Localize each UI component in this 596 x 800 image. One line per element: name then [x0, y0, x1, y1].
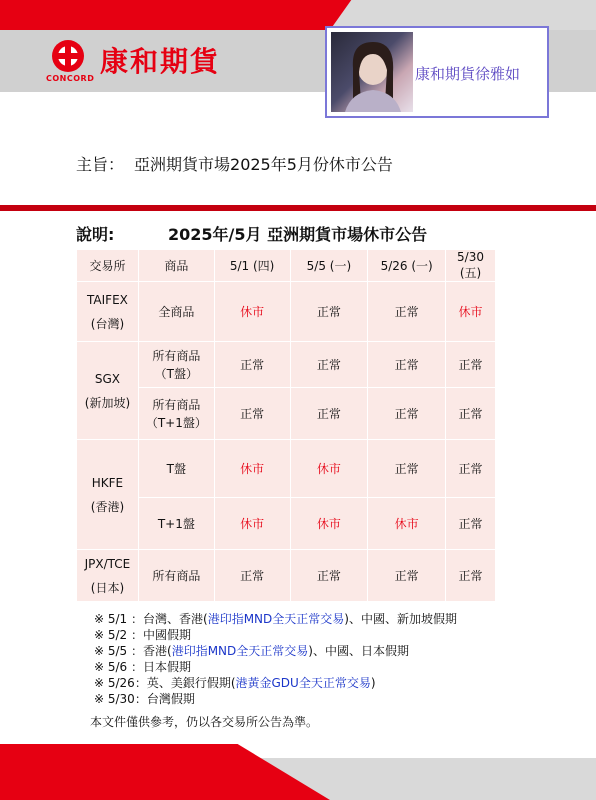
status-cell: 正常: [290, 342, 368, 388]
status-cell: 休市: [214, 282, 290, 342]
status-cell: 正常: [290, 388, 368, 440]
status-cell: 正常: [368, 282, 446, 342]
profile-card: [325, 26, 549, 118]
disclaimer: 本文件僅供參考，仍以各交易所公告為準。: [90, 715, 319, 729]
status-cell: 正常: [446, 342, 496, 388]
status-cell: 休市: [214, 498, 290, 550]
status-cell: 正常: [368, 550, 446, 602]
status-cell: 正常: [446, 550, 496, 602]
exchange-cell: SGX (新加坡): [77, 342, 139, 440]
note-line: ※ 5/2 ：中國假期: [94, 628, 191, 642]
table-row: [77, 342, 496, 388]
product-cell: 所有商品 （T盤）: [138, 342, 214, 388]
holiday-schedule-table: [76, 249, 496, 602]
header-date-0501: 5/1 (四): [214, 250, 290, 282]
status-cell: 正常: [290, 550, 368, 602]
status-cell: 正常: [214, 550, 290, 602]
product-cell: 全商品: [138, 282, 214, 342]
note-line: ※ 5/1 ：台灣、香港(港印指MND全天正常交易)、中國、新加坡假期: [94, 612, 457, 626]
status-cell: 正常: [446, 440, 496, 498]
header-date-0530: 5/30 (五): [446, 250, 496, 282]
status-cell: 正常: [214, 342, 290, 388]
brand-name: 康和期貨: [100, 45, 221, 78]
status-cell: 正常: [446, 498, 496, 550]
avatar: [331, 32, 413, 112]
status-cell: 正常: [214, 388, 290, 440]
status-cell: 正常: [290, 282, 368, 342]
status-cell: 休市: [446, 282, 496, 342]
note-line: ※ 5/6 ：日本假期: [94, 660, 191, 674]
notes-list: [94, 611, 457, 707]
status-cell: 正常: [446, 388, 496, 440]
profile-name: 康和期貨徐雅如: [415, 65, 521, 83]
exchange-cell: HKFE (香港): [77, 440, 139, 550]
status-cell: 休市: [214, 440, 290, 498]
table-row: [77, 498, 496, 550]
subject-text: 亞洲期貨市場2025年5月份休市公告: [134, 155, 393, 174]
header-date-0526: 5/26 (一): [368, 250, 446, 282]
status-cell: 正常: [368, 342, 446, 388]
status-cell: 正常: [368, 440, 446, 498]
concord-logo-icon: [46, 38, 90, 74]
header-product: 商品: [138, 250, 214, 282]
status-cell: 休市: [368, 498, 446, 550]
product-cell: 所有商品: [138, 550, 214, 602]
note-line: ※ 5/30：台灣假期: [94, 692, 195, 706]
exchange-cell: TAIFEX (台灣): [77, 282, 139, 342]
brand-logo: [46, 38, 246, 82]
table-row: [77, 550, 496, 602]
status-cell: 正常: [368, 388, 446, 440]
divider-red-bar: [0, 205, 596, 211]
table-row: [77, 282, 496, 342]
description-title: 2025年/5月 亞洲期貨市場休市公告: [168, 225, 428, 244]
note-line: ※ 5/5 ：香港(港印指MND全天正常交易)、中國、日本假期: [94, 644, 409, 658]
header-date-0505: 5/5 (一): [290, 250, 368, 282]
status-cell: 休市: [290, 440, 368, 498]
note-line: ※ 5/26：英、美銀行假期(港黃金GDU全天正常交易): [94, 676, 376, 690]
table-row: [77, 440, 496, 498]
subject-line: [76, 152, 393, 175]
header-exchange: 交易所: [77, 250, 139, 282]
portrait-icon: [331, 32, 413, 112]
table-header-row: [77, 250, 496, 282]
subject-label: 主旨：: [76, 155, 125, 174]
product-cell: T盤: [138, 440, 214, 498]
exchange-cell: JPX/TCE (日本): [77, 550, 139, 602]
brand-sub: CONCORD: [46, 74, 95, 83]
table-row: [77, 388, 496, 440]
product-cell: 所有商品 （T+1盤）: [138, 388, 214, 440]
bottom-red-band: [0, 744, 330, 800]
description-label: 說明:: [76, 225, 115, 244]
status-cell: 休市: [290, 498, 368, 550]
product-cell: T+1盤: [138, 498, 214, 550]
